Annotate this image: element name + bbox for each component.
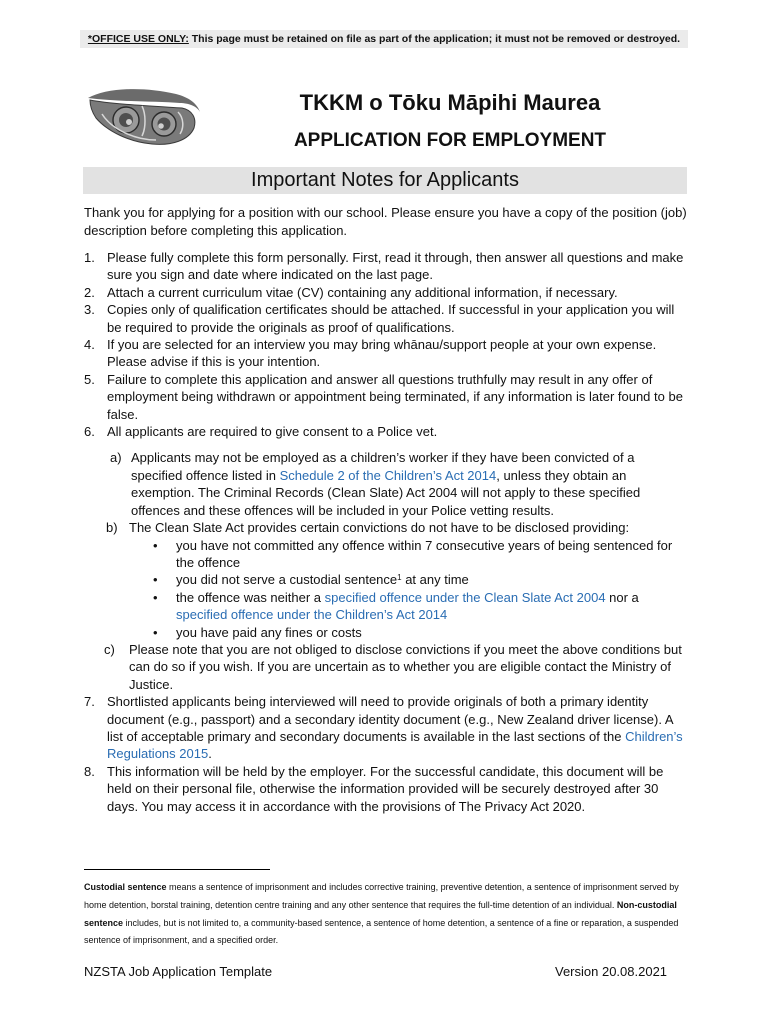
item-number: 8. — [84, 763, 95, 779]
bullet-text: you have paid any fines or costs — [176, 624, 362, 640]
footnote — [84, 879, 688, 950]
item-number: 1. — [84, 250, 95, 265]
item-number: 6. — [84, 424, 95, 440]
item-text-end: . — [208, 746, 212, 762]
schedule2-childrens-act-link[interactable]: Schedule 2 of the Children’s Act 2014 — [279, 467, 497, 483]
item-text: All applicants are required to give consent to a Police vet. — [107, 424, 438, 440]
list-item — [84, 371, 688, 423]
sub-item-text: Applicants may not be employed as a children’s worker if they have been convicted of a specified offence listed in — [131, 450, 635, 483]
bullet-text: the offence was neither a — [176, 589, 325, 605]
clean-slate-conditions — [129, 537, 688, 641]
sub-item-label: c) — [104, 641, 115, 657]
footnote-term-non-custodial: Non-custodial sentence — [84, 899, 677, 928]
item-number: 3. — [84, 302, 95, 318]
footer-template-name: NZSTA Job Application Template — [84, 964, 273, 979]
footnote-text: means a sentence of imprisonment and includes corrective training, preventive detention, a sentence of imprisonment served by home detention, borstal training, detention centre training and any other sentence that requires the full-time detention of an individual. — [84, 882, 679, 910]
bullet-mark: • — [153, 624, 158, 640]
bullet-mark: • — [153, 589, 158, 605]
clean-slate-act-link[interactable]: specified offence under the Clean Slate Act 2004 — [324, 589, 606, 605]
section-title: Important Notes for Applicants — [251, 169, 519, 191]
item-text: Copies only of qualification certificates should be attached. If successful in your application you will be required to provide the originals as proof of qualifications. — [107, 302, 675, 335]
list-item — [84, 336, 688, 371]
list-item — [84, 301, 688, 336]
footnote-text-cont: includes, but is not limited to, a community-based sentence, a sentence of home detention, a sentence of a fine or reparation, a suspended sentence of imprisonment, and a specified order. — [84, 917, 679, 946]
item-number: 5. — [84, 371, 95, 387]
sub-list-container — [84, 449, 688, 693]
bullet-text-cont: at any time — [401, 572, 469, 588]
notes-list — [84, 249, 688, 815]
item-number: 7. — [84, 694, 95, 710]
sub-item-b — [84, 519, 688, 641]
list-item — [84, 249, 688, 284]
bullet-item — [129, 624, 688, 641]
sub-item-a — [84, 449, 688, 519]
bullet-mark: • — [153, 572, 158, 588]
bullet-mark: • — [153, 537, 158, 553]
sub-item-c — [84, 641, 688, 693]
item-text: This information will be held by the employer. For the successful candidate, this document will be held on their personal file, otherwise the information provided will be securely destroyed after 30 days. You may access it in accordance with the provisions of The Privacy Act 2020. — [107, 763, 664, 814]
bullet-text: you did not serve a custodial sentence — [176, 572, 398, 588]
childrens-act-link[interactable]: specified offence under the Children’s Act 2014 — [176, 607, 448, 623]
office-use-notice — [80, 30, 688, 48]
sub-item-text: The Clean Slate Act provides certain convictions do not have to be disclosed providing: — [129, 520, 630, 536]
item-text: Please fully complete this form personally. First, read it through, then answer all questions and make sure you sign and date where indicated on the last page. — [107, 250, 684, 283]
childrens-regulations-link[interactable]: Children’s Regulations 2015 — [107, 728, 683, 762]
item-text: Failure to complete this application and answer all questions truthfully may result in any offer of employment being withdrawn or appointment being terminated, if any information is later found to be false. — [107, 371, 683, 422]
list-item — [84, 763, 688, 815]
sub-item-label: a) — [110, 450, 122, 466]
sub-item-text: Please note that you are not obliged to disclose convictions if you meet the above conditions but can do so if you wish. If you are uncertain as to whether you are eligible contact the Ministry of Justice. — [129, 641, 682, 692]
bullet-item — [129, 571, 688, 588]
bullet-text: you have not committed any offence within 7 consecutive years of being sentenced for the offence — [176, 537, 673, 570]
list-item — [84, 693, 688, 763]
office-use-text: This page must be retained on file as part of the application; it must not be removed or destroyed. — [188, 33, 681, 45]
bullet-text-mid: nor a — [605, 589, 639, 605]
footer-version: Version 20.08.2021 — [555, 964, 668, 979]
item-number: 4. — [84, 337, 95, 353]
list-item — [84, 423, 688, 440]
list-item — [84, 284, 688, 301]
item-number: 2. — [84, 284, 95, 300]
sub-item-label: b) — [106, 520, 118, 536]
form-title: APPLICATION FOR EMPLOYMENT — [293, 130, 607, 151]
police-vet-sublist — [84, 449, 688, 693]
item-text: Shortlisted applicants being interviewed will need to provide originals of both a primary identity document (e.g., passport) and a secondary identity document (e.g., New Zealand driver license). A list of acceptable primary and secondary documents is available in the last sections of the — [107, 694, 673, 744]
bullet-item — [129, 589, 688, 624]
footnote-divider — [84, 869, 270, 870]
sub-item-text-cont: , unless they obtain an exemption. The Criminal Records (Clean Slate) Act 2004 will not apply to these specified offences and these offences will be included in your Police vetting results. — [131, 467, 641, 518]
intro-paragraph: Thank you for applying for a position with our school. Please ensure you have a copy of the position (job) description before completing this application. — [84, 205, 687, 238]
office-use-label: *OFFICE USE ONLY: — [87, 33, 189, 45]
koru-logo-icon — [84, 84, 202, 148]
bullet-item — [129, 537, 688, 572]
footnote-marker[interactable]: 1 — [397, 573, 402, 583]
item-text: Attach a current curriculum vitae (CV) containing any additional information, if necessary. — [107, 284, 618, 300]
item-text: If you are selected for an interview you may bring whānau/support people at your own expense. Please advise if this is your intention. — [107, 337, 657, 370]
school-name: TKKM o Tōku Māpihi Maurea — [299, 90, 601, 115]
footnote-term-custodial: Custodial sentence — [84, 882, 167, 892]
